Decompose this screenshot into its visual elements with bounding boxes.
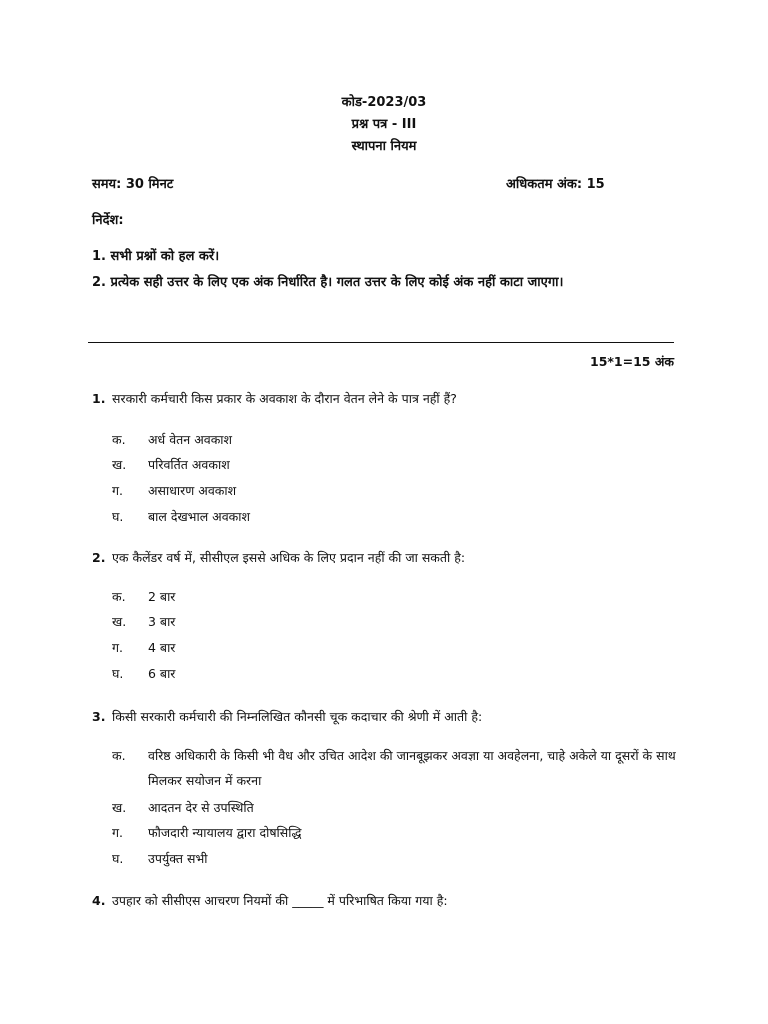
option-item[interactable] (112, 584, 682, 609)
option-text: वरिष्ठ अधिकारी के किसी भी वैध और उचित आदेश की जानबूझकर अवज्ञा या अवहेलना, चाहे अकेले या दूसरों के साथ मिलकर सयोजन में करना (148, 748, 676, 788)
option-text: 6 बार (148, 666, 176, 681)
option-label: ख. (112, 457, 127, 472)
paper-subject: स्थापना नियम (351, 139, 417, 154)
option-item[interactable] (112, 795, 682, 820)
maximum-marks: अधिकतम अंक: 15 (506, 177, 605, 192)
option-item[interactable] (112, 846, 682, 871)
option-text: 4 बार (148, 640, 176, 655)
option-label: ख. (112, 800, 127, 815)
question-4 (92, 892, 682, 909)
question-number: 2. (92, 550, 106, 565)
paper-number: प्रश्न पत्र - III (351, 117, 417, 132)
option-label: ग. (112, 825, 124, 840)
question-text: किसी सरकारी कर्मचारी की निम्नलिखित कौनसी चूक कदाचार की श्रेणी में आती है: (112, 709, 483, 724)
marks-scheme: 15*1=15 अंक (590, 354, 674, 369)
question-text: उपहार को सीसीएस आचरण नियमों की _____ में परिभाषित किया गया है: (112, 893, 448, 908)
option-label: क. (112, 432, 126, 447)
option-text: फौजदारी न्यायालय द्वारा दोषसिद्धि (148, 825, 302, 840)
option-text: 2 बार (148, 589, 176, 604)
option-item[interactable] (112, 661, 682, 686)
option-label: ग. (112, 483, 124, 498)
option-text: 3 बार (148, 614, 176, 629)
instruction-item: 1. सभी प्रश्नों को हल करें। (92, 249, 220, 264)
option-label: ख. (112, 614, 127, 629)
option-label: ग. (112, 640, 124, 655)
option-text: असाधारण अवकाश (148, 483, 237, 498)
question-1 (92, 390, 682, 407)
question-text: सरकारी कर्मचारी किस प्रकार के अवकाश के दौरान वेतन लेने के पात्र नहीं हैं? (112, 391, 457, 406)
option-text: परिवर्तित अवकाश (148, 457, 230, 472)
option-text: अर्ध वेतन अवकाश (148, 432, 233, 447)
question-number: 3. (92, 709, 106, 724)
option-text: बाल देखभाल अवकाश (148, 509, 250, 524)
paper-code: कोड-2023/03 (341, 95, 427, 110)
option-item[interactable] (112, 478, 682, 503)
option-label: घ. (112, 509, 124, 524)
instruction-item: 2. प्रत्येक सही उत्तर के लिए एक अंक निर्धारित है। गलत उत्तर के लिए कोई अंक नहीं काटा जाएगा। (92, 275, 564, 290)
option-label: घ. (112, 851, 124, 866)
option-label: क. (112, 589, 126, 604)
question-number: 1. (92, 391, 106, 406)
option-item[interactable] (112, 609, 682, 634)
option-item[interactable] (112, 504, 682, 529)
option-item[interactable] (112, 452, 682, 477)
option-item[interactable] (112, 820, 682, 845)
time-allowed: समय: 30 मिनट (92, 177, 174, 192)
option-text: आदतन देर से उपस्थिति (148, 800, 254, 815)
instructions-heading: निर्देश: (92, 213, 124, 228)
option-label: क. (112, 748, 126, 763)
question-2 (92, 549, 682, 566)
option-label: घ. (112, 666, 124, 681)
divider-line (88, 342, 674, 343)
question-3 (92, 708, 682, 725)
question-text: एक कैलेंडर वर्ष में, सीसीएल इससे अधिक के लिए प्रदान नहीं की जा सकती है: (112, 550, 466, 565)
option-item[interactable] (112, 635, 682, 660)
option-item[interactable] (112, 427, 682, 452)
option-text: उपर्युक्त सभी (148, 851, 208, 866)
question-number: 4. (92, 893, 106, 908)
option-item[interactable] (112, 743, 682, 793)
